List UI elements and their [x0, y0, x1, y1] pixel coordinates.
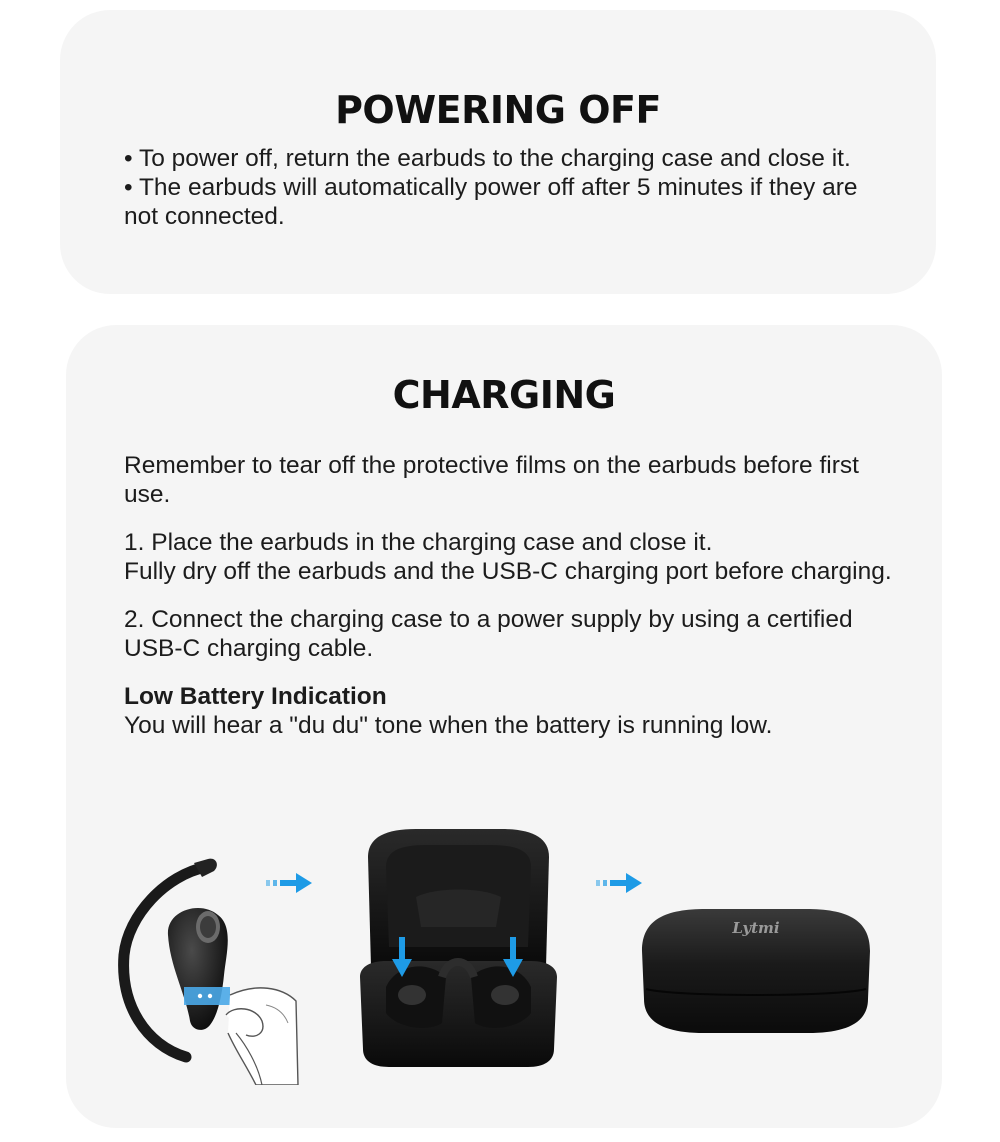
power-off-bullet-1: • To power off, return the earbuds to the charging case and close it. — [124, 145, 851, 172]
step-1-line-2: Fully dry off the earbuds and the USB-C charging port before charging. — [124, 558, 892, 585]
low-battery-title: Low Battery Indication — [124, 683, 387, 710]
powering-off-instructions — [124, 144, 894, 231]
arrow-right-icon — [266, 873, 314, 893]
step-1-line-1: 1. Place the earbuds in the charging case and close it. — [124, 529, 713, 556]
closed-charging-case-illustration — [636, 903, 876, 1038]
charging-step-2: 2. Connect the charging case to a power supply by using a certified USB-C charging cable. — [124, 606, 853, 662]
protective-film-note: Remember to tear off the protective films on the earbuds before first use. — [124, 452, 859, 508]
earbuds-in-open-case-illustration — [356, 827, 561, 1069]
low-battery-text: You will hear a "du du" tone when the battery is running low. — [124, 712, 773, 739]
powering-off-card — [60, 10, 936, 294]
brand-logo: Lytmi — [732, 919, 780, 937]
charging-card — [66, 325, 942, 1128]
low-battery-section — [124, 682, 894, 740]
arrow-right-icon — [596, 873, 644, 893]
charging-step-1 — [124, 528, 894, 586]
charging-instructions — [124, 451, 894, 740]
charging-heading: CHARGING — [392, 373, 616, 417]
protective-film-icon — [184, 987, 230, 1005]
power-off-bullet-2: • The earbuds will automatically power off after 5 minutes if they are not connected. — [124, 174, 858, 230]
powering-off-heading: POWERING OFF — [335, 88, 661, 132]
